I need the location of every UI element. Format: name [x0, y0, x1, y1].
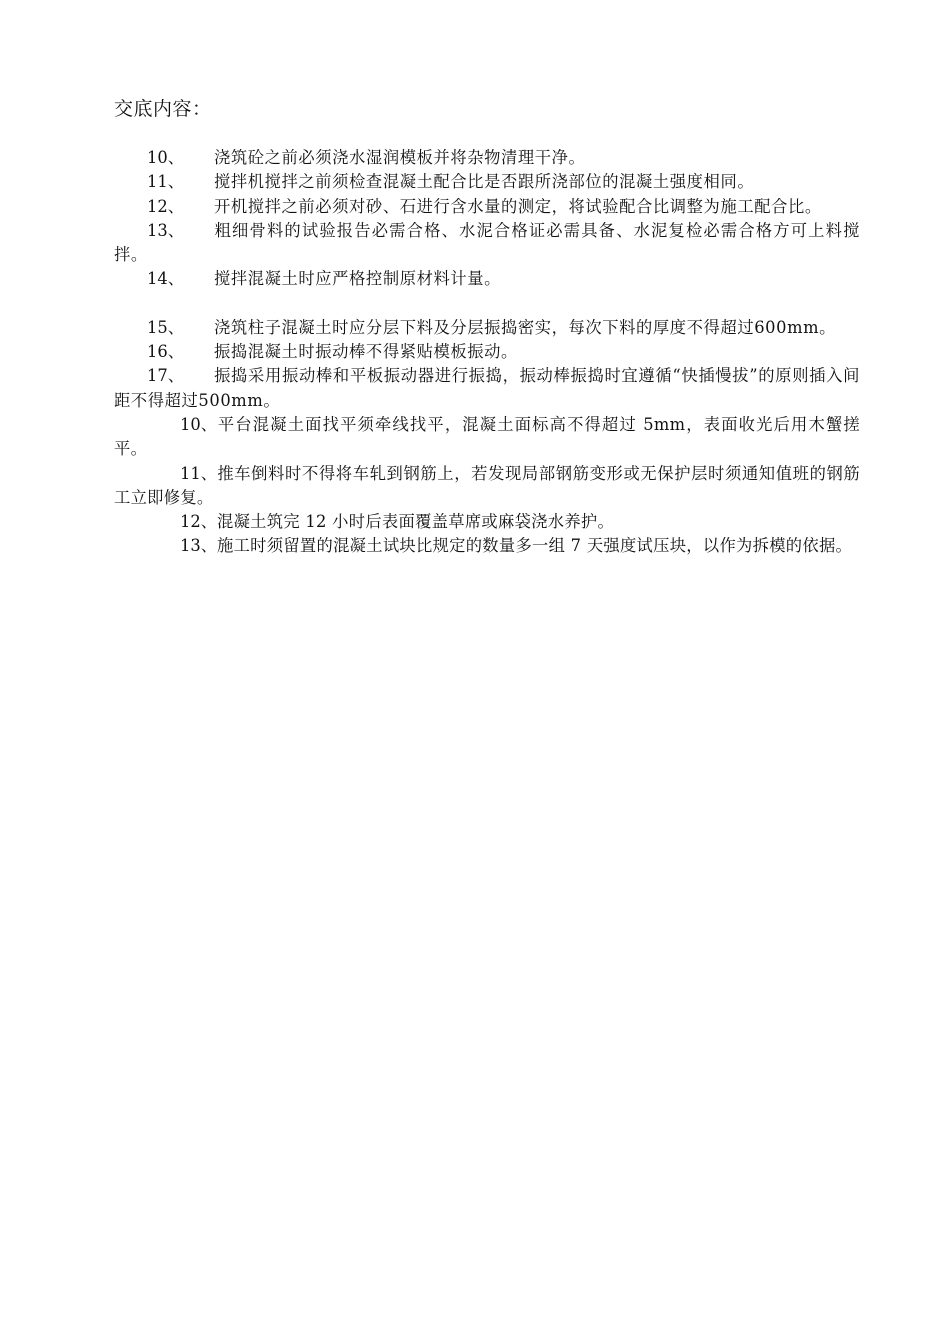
- item-number: 14、: [147, 269, 184, 289]
- list-item: [114, 170, 860, 194]
- list-item: [114, 340, 860, 364]
- item-text: 平台混凝土面找平须牵线找平，混凝土面标高不得超过 5mm，表面收光后用木蟹搓平。: [114, 414, 860, 459]
- item-text: 搅拌混凝土时应严格控制原材料计量。: [214, 269, 501, 289]
- item-number: 13、: [180, 536, 217, 556]
- list-item: [114, 267, 860, 291]
- item-number: 10、: [147, 148, 184, 167]
- list-item: [114, 413, 860, 462]
- item-text: 浇筑砼之前必须浇水湿润模板并将杂物清理干净。: [214, 148, 586, 167]
- item-text: 搅拌机搅拌之前须检查混凝土配合比是否跟所浇部位的混凝土强度相同。: [214, 172, 755, 192]
- list-item: [114, 146, 860, 170]
- item-text: 施工时须留置的混凝土试块比规定的数量多一组 7 天强度试压块，以作为拆模的依据。: [217, 536, 853, 556]
- item-text: 振捣混凝土时振动棒不得紧贴模板振动。: [214, 342, 518, 362]
- list-item: [114, 534, 860, 558]
- item-text: 浇筑柱子混凝土时应分层下料及分层振捣密实，每次下料的厚度不得超过600mm。: [214, 317, 837, 337]
- item-text: 推车倒料时不得将车轧到钢筋上，若发现局部钢筋变形或无保护层时须通知值班的钢筋工立即修复。: [114, 463, 860, 507]
- item-number: 13、: [147, 220, 184, 240]
- item-number: 15、: [147, 317, 184, 337]
- list-item: [114, 219, 860, 268]
- item-number: 16、: [147, 342, 184, 362]
- item-number: 12、: [180, 512, 217, 532]
- item-text: 振捣采用振动棒和平板振动器进行振捣，振动棒振捣时宜遵循“快插慢拔”的原则插入间距不得超过500mm。: [114, 366, 860, 410]
- instruction-body: [114, 146, 860, 559]
- list-item: [114, 316, 860, 340]
- item-text: 混凝土筑完 12 小时后表面覆盖草席或麻袋浇水养护。: [217, 512, 615, 532]
- item-text: 开机搅拌之前必须对砂、石进行含水量的测定，将试验配合比调整为施工配合比。: [214, 196, 822, 216]
- item-number: 17、: [147, 366, 184, 386]
- item-number: 11、: [180, 463, 217, 483]
- item-number: 11、: [147, 172, 184, 192]
- list-item: [114, 510, 860, 534]
- list-item: [114, 462, 860, 511]
- paragraph-spacer: [114, 292, 860, 316]
- item-text: 粗细骨料的试验报告必需合格、水泥合格证必需具备、水泥复检必需合格方可上料搅拌。: [114, 220, 860, 265]
- list-item: [114, 195, 860, 219]
- section-heading: 交底内容：: [114, 98, 212, 120]
- item-number: 12、: [147, 196, 184, 216]
- item-number: 10、: [180, 414, 217, 434]
- list-item: [114, 364, 860, 413]
